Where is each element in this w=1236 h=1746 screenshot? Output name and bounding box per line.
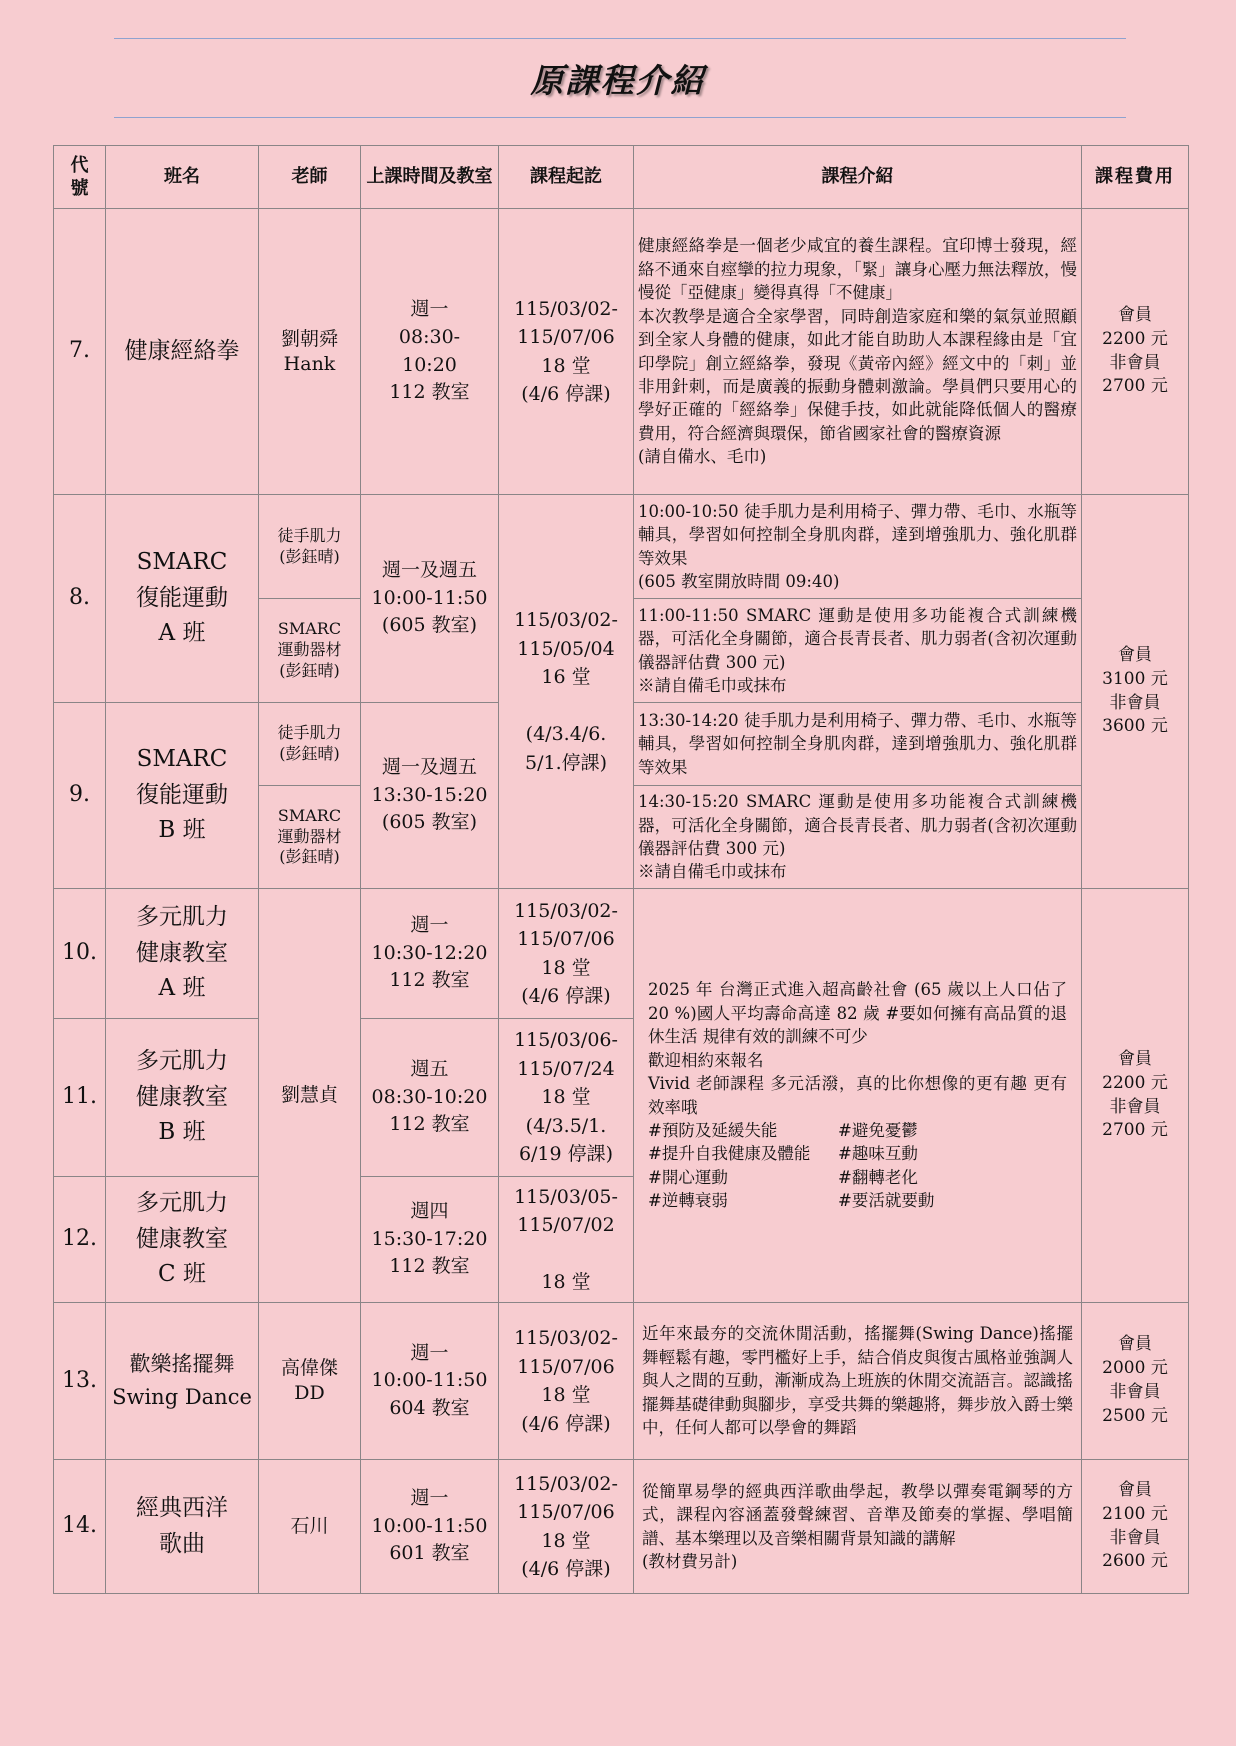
header-period: 課程起訖 (499, 146, 634, 209)
course-code: 9. (54, 703, 106, 889)
intro-tag: #提升自我健康及體能 (648, 1144, 811, 1164)
intro-tag: #趣味互動 (838, 1144, 918, 1164)
smarc-course-fee: 會員 3100 元 非會員 3600 元 (1082, 495, 1189, 889)
course-fee: 會員 2100 元 非會員 2600 元 (1082, 1460, 1189, 1594)
course-teacher-equipment: SMARC 運動器材 (彭鈺晴) (259, 786, 361, 889)
course-name: 健康經絡拳 (106, 209, 259, 495)
header-code: 代 號 (54, 146, 106, 209)
header-intro: 課程介紹 (634, 146, 1082, 209)
course-teacher: 石川 (259, 1460, 361, 1594)
course-teacher-equipment: SMARC 運動器材 (彭鈺晴) (259, 599, 361, 703)
course-period: 115/03/02- 115/07/06 18 堂 (4/6 停課) (499, 1303, 634, 1460)
course-code: 7. (54, 209, 106, 495)
course-intro: 從簡單易學的經典西洋歌曲學起，教學以彈奏電鋼琴的方式，課程內容涵蓋發聲練習、音準及節奏的掌握、學唱簡譜、基本樂理以及音樂相關背景知識的講解 (教材費另計) (634, 1460, 1082, 1594)
course-time: 週一 10:00-11:50 601 教室 (361, 1460, 499, 1594)
course-time: 週一 10:30-12:20 112 教室 (361, 889, 499, 1019)
course-intro: 健康經絡拳是一個老少咸宜的養生課程。宜印博士發現，經絡不通來自痙攣的拉力現象，「緊」讓身心壓力無法釋放，慢慢從「亞健康」變得真得「不健康」 本次教學是適合全家學習，同時創造家庭和樂的氣氛並照顧到全家人身體的健康，如此才能自助助人本課程緣由是「宜印學院」創立經絡拳，發現《黃帝內經》經文中的「刺」並非用針刺，而是廣義的振動身體刺激論。學員們只要用心的學好正確的「經絡拳」保健手技，如此就能降低個人的醫療費用，符合經濟與環保，節省國家社會的醫療資源 (請自備水、毛巾) (634, 209, 1082, 495)
course-table (53, 145, 1189, 1594)
header-teacher: 老師 (259, 146, 361, 209)
muscle-course-fee: 會員 2200 元 非會員 2700 元 (1082, 889, 1189, 1303)
course-name: 多元肌力 健康教室 C 班 (106, 1177, 259, 1303)
header-row (54, 146, 1189, 209)
course-fee: 會員 2200 元 非會員 2700 元 (1082, 209, 1189, 495)
course-teacher: 高偉傑 DD (259, 1303, 361, 1460)
title-rule-bottom (114, 117, 1126, 118)
course-intro-bodyweight: 10:00-10:50 徒手肌力是利用椅子、彈力帶、毛巾、水瓶等輔具，學習如何控制全身肌肉群，達到增強肌力、強化肌群等效果 (605 教室開放時間 09:40) (634, 495, 1082, 599)
header-fee: 課程費用 (1082, 146, 1189, 209)
course-teacher: 劉朝舜 Hank (259, 209, 361, 495)
course-code: 14. (54, 1460, 106, 1594)
header-class-name: 班名 (106, 146, 259, 209)
course-name: SMARC 復能運動 B 班 (106, 703, 259, 889)
intro-tag: #翻轉老化 (838, 1167, 918, 1187)
course-code: 10. (54, 889, 106, 1019)
course-time: 週四 15:30-17:20 112 教室 (361, 1177, 499, 1303)
title-rule-top (114, 38, 1126, 39)
intro-tag: #逆轉衰弱 (648, 1191, 728, 1211)
course-name: 多元肌力 健康教室 A 班 (106, 889, 259, 1019)
header-time: 上課時間及教室 (361, 146, 499, 209)
course-intro: 近年來最夯的交流休閒活動，搖擺舞(Swing Dance)搖擺舞輕鬆有趣，零門檻好上手，結合俏皮與復古風格並強調人與人之間的互動，漸漸成為上班族的休閒交流語言。認識搖擺舞基礎律動與腳步，享受共舞的樂趣將，舞步放入爵士樂中，任何人都可以學會的舞蹈 (634, 1303, 1082, 1460)
course-name: 歡樂搖擺舞 Swing Dance (106, 1303, 259, 1460)
table-row (54, 1303, 1189, 1460)
muscle-intro-tags (648, 1119, 1067, 1213)
course-name: SMARC 復能運動 A 班 (106, 495, 259, 703)
smarc-course-period: 115/03/02- 115/05/04 16 堂 (4/3.4/6. 5/1.停課) (499, 495, 634, 889)
course-code: 13. (54, 1303, 106, 1460)
table-row (54, 209, 1189, 495)
course-name: 多元肌力 健康教室 B 班 (106, 1019, 259, 1177)
table-row (54, 889, 1189, 1019)
course-period: 115/03/05- 115/07/02 18 堂 (499, 1177, 634, 1303)
course-code: 11. (54, 1019, 106, 1177)
course-code: 12. (54, 1177, 106, 1303)
course-teacher-bodyweight: 徒手肌力 (彭鈺晴) (259, 495, 361, 599)
course-teacher-bodyweight: 徒手肌力 (彭鈺晴) (259, 703, 361, 786)
intro-tag: #預防及延緩失能 (648, 1120, 778, 1140)
course-period: 115/03/02- 115/07/06 18 堂 (4/6 停課) (499, 1460, 634, 1594)
course-period: 115/03/06- 115/07/24 18 堂 (4/3.5/1. 6/19 停課) (499, 1019, 634, 1177)
intro-tag: #開心運動 (648, 1167, 728, 1187)
course-intro-equipment: 11:00-11:50 SMARC 運動是使用多功能複合式訓練機器，可活化全身關節，適合長青長者、肌力弱者(含初次運動儀器評估費 300 元) ※請自備毛巾或抹布 (634, 599, 1082, 703)
intro-tag: #避免憂鬱 (838, 1120, 918, 1140)
course-time: 週五 08:30-10:20 112 教室 (361, 1019, 499, 1177)
course-time: 週一及週五 13:30-15:20 (605 教室) (361, 703, 499, 889)
course-time: 週一及週五 10:00-11:50 (605 教室) (361, 495, 499, 703)
course-code: 8. (54, 495, 106, 703)
course-intro-equipment: 14:30-15:20 SMARC 運動是使用多功能複合式訓練機器，可活化全身關節，適合長青長者、肌力弱者(含初次運動儀器評估費 300 元) ※請自備毛巾或抹布 (634, 786, 1082, 889)
table-row (54, 1460, 1189, 1594)
muscle-course-intro (634, 889, 1082, 1303)
course-name: 經典西洋 歌曲 (106, 1460, 259, 1594)
course-period: 115/03/02- 115/07/06 18 堂 (4/6 停課) (499, 889, 634, 1019)
page-title: 原課程介紹 (530, 61, 706, 100)
muscle-course-teacher: 劉慧貞 (259, 889, 361, 1303)
table-row (54, 495, 1189, 599)
course-intro-bodyweight: 13:30-14:20 徒手肌力是利用椅子、彈力帶、毛巾、水瓶等輔具，學習如何控制全身肌肉群，達到增強肌力、強化肌群等效果 (634, 703, 1082, 786)
muscle-intro-text: 2025 年 台灣正式進入超高齡社會 (65 歲以上人口佔了 20 %)國人平均壽命高達 82 歲 #要如何擁有高品質的退休生活 規律有效的訓練不可少 歡迎相約來報名 Vivid 老師課程 多元活潑，真的比你想像的更有趣 更有效率哦 (648, 980, 1067, 1117)
course-time: 週一 08:30- 10:20 112 教室 (361, 209, 499, 495)
course-fee: 會員 2000 元 非會員 2500 元 (1082, 1303, 1189, 1460)
intro-tag: #要活就要動 (838, 1191, 935, 1211)
course-time: 週一 10:00-11:50 604 教室 (361, 1303, 499, 1460)
course-period: 115/03/02- 115/07/06 18 堂 (4/6 停課) (499, 209, 634, 495)
